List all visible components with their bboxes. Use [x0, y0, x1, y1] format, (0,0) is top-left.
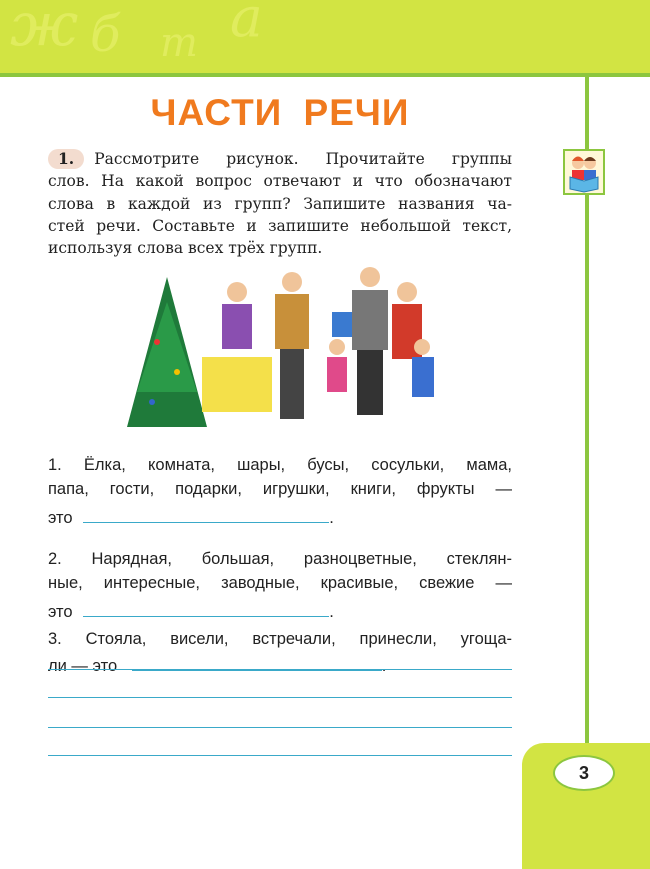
page-title: ЧАСТИ РЕЧИ [150, 92, 410, 133]
group-1-line: 1. Ёлка, комната, шары, бусы, сосульки, мама, [48, 456, 512, 474]
workbook-page: ж б m а ЧАСТИ РЕЧИ 1. Рассмотрите рисунок. Прочитайте группы слов. На какой вопрос отвечают и что обозначают слова в каждой из групп? Запишите названия ча- стей речи. Составьте и запишите небольшой текст, используя слова всех трёх групп. 1. Ёлка, комната, шары, бусы, сосульки, мама, папа, гости, подарки, игрушки, книги, фрукты — это . 2. Нарядная, большая, разноцветные, стеклян- ные, интересные, заводные, красивые, свежие — это . 3. Стояла, висели, встречали, принесли, угоща- ли — это . 3 [0, 0, 650, 869]
group-1-line: папа, гости, подарки, игрушки, книги, фрукты — [48, 480, 512, 498]
page-header-band: ж б m а [0, 0, 650, 77]
writing-line[interactable] [48, 669, 512, 670]
group-2-line: ные, интересные, заводные, красивые, свежие — [48, 574, 512, 592]
group-3-line: 3. Стояла, висели, встречали, принесли, угоща- [48, 630, 512, 648]
group-3-answer-prefix: ли — это [48, 657, 118, 675]
writing-line[interactable] [48, 727, 512, 728]
task-instructions [48, 148, 512, 259]
task-line: слова в каждой из групп? Запишите названия ча- [48, 194, 512, 213]
page-number: 3 [553, 755, 615, 791]
task-line: используя слова всех трёх групп. [48, 239, 323, 258]
task-line: слов. На какой вопрос отвечают и что обозначают [48, 172, 512, 191]
group-2-line: 2. Нарядная, большая, разноцветные, стеклян- [48, 550, 512, 568]
group-1-answer-field[interactable] [83, 508, 329, 523]
task-number: 1. [48, 149, 84, 169]
reading-children-icon [563, 149, 605, 195]
task-line: стей речи. Составьте и запишите небольшой текст, [48, 216, 512, 235]
writing-line[interactable] [48, 755, 512, 756]
group-2-answer-prefix: это [48, 603, 73, 621]
group-1-answer-prefix: это [48, 509, 73, 527]
task-line: Рассмотрите рисунок. Прочитайте группы [94, 150, 512, 168]
family-new-year-illustration [112, 262, 452, 442]
group-2-answer-field[interactable] [83, 602, 329, 617]
writing-line[interactable] [48, 697, 512, 698]
